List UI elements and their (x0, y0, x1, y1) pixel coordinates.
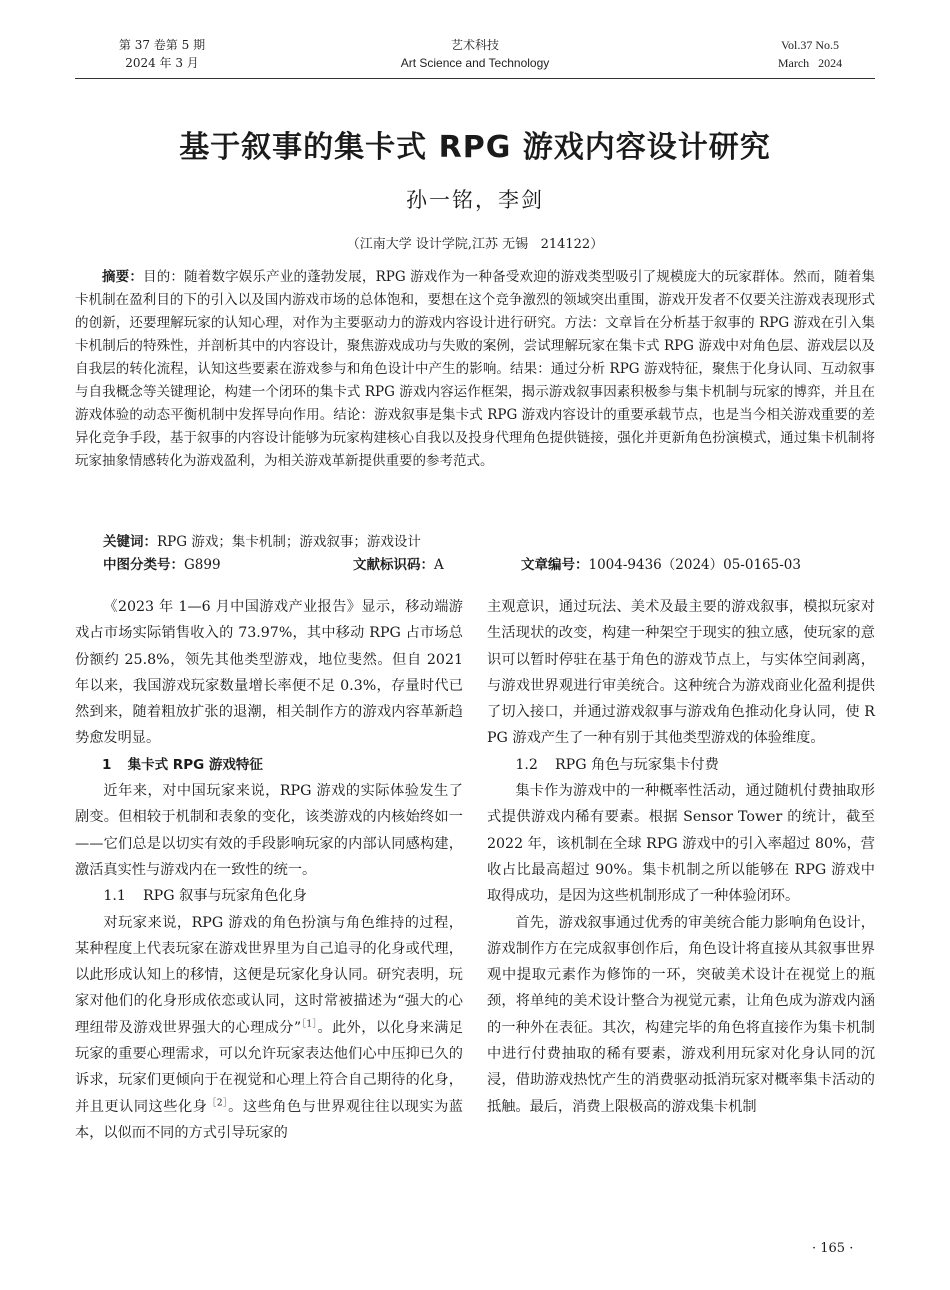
body-left-column (75, 594, 463, 1146)
article-title: 基于叙事的集卡式 RPG 游戏内容设计研究 (179, 130, 771, 165)
article-number-label: 文章编号： (521, 557, 589, 573)
article-number-value: 1004-9436（2024）05-0165-03 (588, 557, 801, 573)
date-en: March 2024 (777, 56, 843, 70)
paragraph: 首先，游戏叙事通过优秀的审美统合能力影响角色设计，游戏制作方在完成叙事创作后，角色设计将直接从其叙事世界观中提取元素作为修饰的一环，突破美术设计在视觉上的瓶颈，将单纯的美术设计整合为视觉元素，让角色成为游戏内涵的一种外在表征。其次，构建完毕的角色将直接作为集卡机制中进行付费抽取的稀有要素，游戏利用玩家对化身认同的沉浸，借助游戏热忱产生的消费驱动抵消玩家对概率集卡活动的抵触。最后，消费上限极高的游戏集卡机制 (487, 914, 875, 1115)
body-right-column (487, 594, 875, 1120)
citation-ref-2: ［2］ (207, 1097, 229, 1108)
abstract-text: 目的：随着数字娱乐产业的蓬勃发展，RPG 游戏作为一种备受欢迎的游戏类型吸引了规模庞大的玩家群体。然而，随着集卡机制在盈利目的下的引入以及国内游戏市场的总体饱和，要想在这个竞争激烈的领域突出重围，游戏开发者不仅要关注游戏表现形式的创新，还要理解玩家的认知心理，对作为主要驱动力的游戏内容设计进行研究。方法：文章旨在分析基于叙事的 RPG 游戏在引入集卡机制后的特殊性，并剖析其中的内容设计，聚焦游戏成功与失败的案例，尝试理解玩家在集卡式 RPG 游戏中对角色层、游戏层以及自我层的转化流程，认知这些要素在游戏参与和角色设计中产生的影响。结果：通过分析 RPG 游戏特征，聚焦于化身认同、互动叙事与自我概念等关键理论，构建一个闭环的集卡式 RPG 游戏内容运作框架，揭示游戏叙事因素积极参与集卡机制与玩家的博弈，并且在游戏体验的动态平衡机制中发挥导向作用。结论：游戏叙事是集卡式 RPG 游戏内容设计的重要承载节点，也是当今相关游戏重要的差异化竞争手段，基于叙事的内容设计能够为玩家构建核心自我以及投身代理角色提供链接，强化并更新角色扮演模式，通过集卡机制将玩家抽象情感转化为游戏盈利，为相关游戏革新提供重要的参考范式。 (75, 269, 876, 469)
section-title: 集卡式 RPG 游戏特征 (127, 756, 263, 773)
clc-field (103, 554, 221, 577)
text-run: 。此外，以化身来满足玩家的重要心理需求，可以允许玩家表达他们心中压抑已久的诉求，玩家们更倾向于在视觉和心理上符合自己期待的化身，并且更认同这些化身 (75, 1019, 463, 1115)
section-number: 1 (102, 756, 112, 773)
citation-ref-1: ［1］ (301, 1019, 318, 1030)
section-title: RPG 叙事与玩家角色化身 (143, 888, 307, 905)
header-rule (75, 78, 875, 79)
journal-issue (112, 36, 212, 72)
keywords (103, 531, 421, 554)
clc-label: 中图分类号： (103, 557, 184, 573)
section-number: 1.1 (103, 888, 126, 905)
journal-name-en: Art Science and Technology (400, 56, 550, 70)
doc-code-field (353, 554, 444, 577)
affiliation: （江南大学 设计学院,江苏 无锡 214122） (346, 237, 604, 252)
journal-volume-en (760, 36, 860, 72)
section-heading-1 (75, 752, 463, 778)
section-heading-1-1 (75, 883, 463, 909)
abstract-label: 摘要： (102, 269, 144, 285)
paragraph (75, 910, 463, 1147)
clc-value: G899 (184, 557, 221, 573)
paragraph: 集卡作为游戏中的一种概率性活动，通过随机付费抽取形式提供游戏内稀有要素。根据 Sensor Tower 的统计，截至 2022 年，该机制在全球 RPG 游戏中的引入率超过 80%，营收占比最高超过 90%。集卡机制之所以能够在 RPG 游戏中取得成功，是因为这些机制形成了一种体验闭环。 (487, 783, 875, 905)
text-run: 对玩家来说，RPG 游戏的角色扮演与角色维持的过程，某种程度上代表玩家在游戏世界里为自己追寻的化身或代理，以此形成认知上的移情，这便是玩家化身认同。研究表明，玩家对他们的化身形成依恋或认同，这时常被描述为“强大的心理纽带及游戏世界强大的心理成分” (75, 914, 463, 1036)
issue-date: 2024 年 3 月 (125, 56, 199, 70)
section-number: 1.2 (515, 756, 538, 773)
paragraph-continued: 主观意识，通过玩法、美术及最主要的游戏叙事，模拟玩家对生活现状的改变，构建一种架空于现实的独立感，使玩家的意识可以暂时停驻在基于角色的游戏节点上，与实体空间剥离，与游戏世界观进行审美统合。这种统合为游戏商业化盈利提供了切入接口，并通过游戏叙事与游戏角色推动化身认同，使 RPG 游戏产生了一种有别于其他类型游戏的体验维度。 (487, 599, 875, 747)
journal-name (375, 36, 575, 72)
text-run: 。这些角色与世界观往往以现实为蓝本，以似而不同的方式引导玩家的 (75, 1098, 463, 1141)
volume-en: Vol.37 No.5 (780, 38, 840, 52)
abstract (75, 266, 875, 473)
doc-code-value: A (434, 557, 444, 573)
keywords-text: RPG 游戏；集卡机制；游戏叙事；游戏设计 (157, 534, 421, 550)
paragraph: 《2023 年 1—6 月中国游戏产业报告》显示，移动端游戏占市场实际销售收入的 73.97%，其中移动 RPG 占市场总份额约 25.8%，领先其他类型游戏，地位斐然。但自 2021 年以来，我国游戏玩家数量增长率便不足 0.3%，存量时代已然到来，随着粗放扩张的退潮，相关制作方的游戏内容革新趋势愈发明显。 (75, 599, 463, 747)
authors: 孙一铭，李剑 (406, 188, 544, 212)
section-title: RPG 角色与玩家集卡付费 (555, 756, 719, 773)
volume-issue: 第 37 卷第 5 期 (118, 38, 206, 52)
journal-name-cn: 艺术科技 (450, 38, 499, 52)
doc-code-label: 文献标识码： (353, 557, 434, 573)
section-heading-1-2 (487, 752, 875, 778)
article-number-field (521, 554, 801, 577)
paragraph: 近年来，对中国玩家来说，RPG 游戏的实际体验发生了剧变。但相较于机制和表象的变化，该类游戏的内核始终如一——它们总是以切实有效的手段影响玩家的内部认同感构建，激活真实性与游戏内在一致性的统一。 (75, 783, 463, 878)
page-number: · 165 · (812, 1241, 854, 1256)
keywords-label: 关键词： (103, 534, 157, 550)
